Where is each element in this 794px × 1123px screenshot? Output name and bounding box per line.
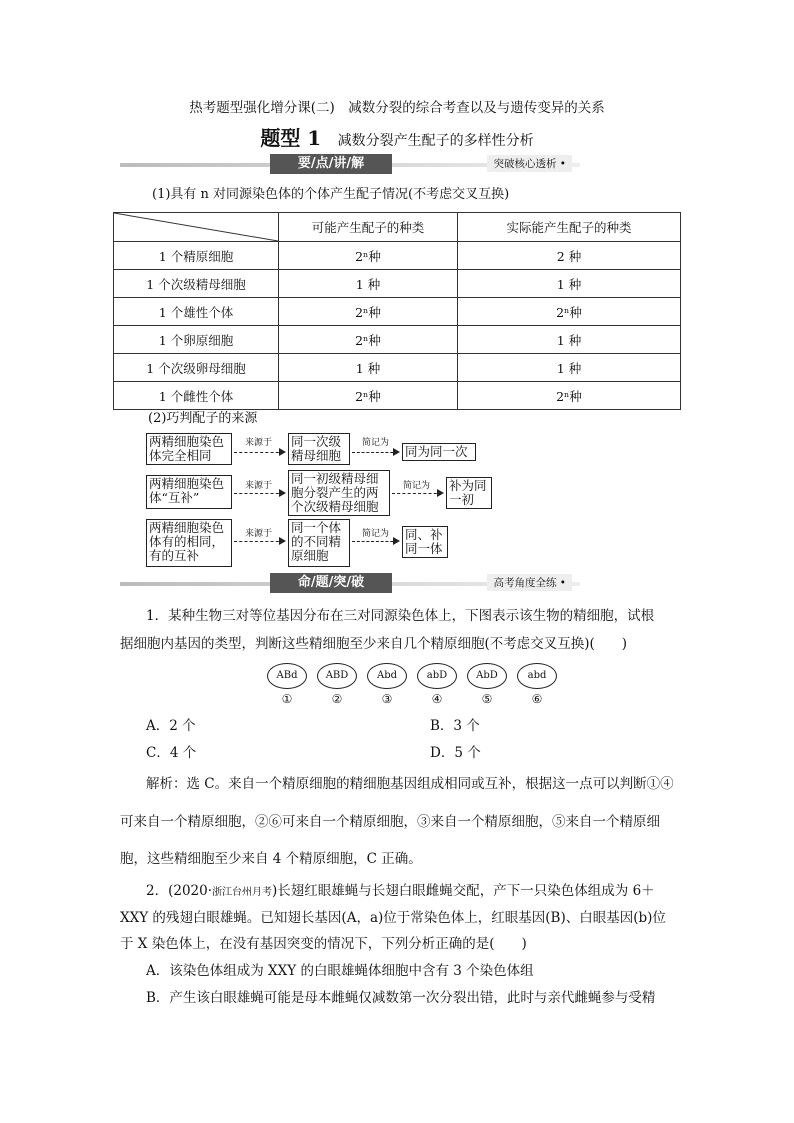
type-label: 题型 1 [260,126,322,150]
q1-stem-line2: 据细胞内基因的类型，判断这些精细胞至少来自几个精原细胞(不考虑交叉互换)( ) [120,636,628,652]
cell-ellipse: ABd [267,663,307,689]
table-cell: 1 种 [458,326,681,354]
banner-right-text: 突破核心透析 • [487,155,572,172]
banner-problem-solving [120,573,580,593]
flow-arrow-label: 简记为 [362,529,390,539]
table-cell: 1 种 [458,270,681,298]
corner-cell [114,213,279,242]
table-cell: 1 个次级精母细胞 [114,270,279,298]
flow-arrow-label: 来源于 [245,529,273,539]
q1-option-a: A．2 个 [146,718,196,734]
cell-number: ③ [381,692,393,706]
flow-end-box: 同为同一次 [402,443,476,461]
cell-number: ⑤ [481,692,493,706]
flow-start-box: 两精细胞染色体有的相同，有的互补 [146,519,232,567]
q2-option-a: A．该染色体组成为 XXY 的白眼雄蝇体细胞中含有 3 个染色体组 [146,963,534,979]
cell-number: ② [331,692,343,706]
cell-ellipse: ABD [317,663,357,689]
section2-intro: (2)巧判配子的来源 [148,411,258,426]
q1-analysis-line2: 可来自一个精原细胞，②⑥可来自一个精原细胞，③来自一个精原细胞，⑤来自一个精原细 [120,814,660,830]
table-row [114,382,681,410]
table-cell: 2ⁿ种 [279,326,458,354]
table-cell: 1 种 [458,354,681,382]
flow-arrow-label: 来源于 [245,481,273,491]
flow-arrow [234,541,284,542]
flow-arrow [392,493,442,494]
cell-number: ① [281,692,293,706]
table-cell: 1 个雄性个体 [114,298,279,326]
banner-key-points [120,154,580,174]
q1-option-d: D．5 个 [430,745,481,761]
table-header-row [114,213,681,242]
banner-label: 要/点/讲/解 [270,154,392,174]
flow-arrow [352,541,398,542]
q2-stem-line3: 于 X 染色体上，在没有基因突变的情况下，下列分析正确的是( ) [120,936,527,952]
q2-source: 浙江台州月考 [212,887,273,898]
table-header: 实际能产生配子的种类 [458,213,681,242]
q1-analysis-line1: 解析：选 C。来自一个精原细胞的精细胞基因组成相同或互补，根据这一点可以判断①④ [146,776,674,792]
table-cell: 2 种 [458,242,681,270]
table-row [114,242,681,270]
flow-arrow-label: 简记为 [362,438,390,448]
banner-label: 命/题/突/破 [270,573,392,593]
flow-arrow-label: 来源于 [245,438,273,448]
table-cell: 1 个卵原细胞 [114,326,279,354]
table-cell: 1 个雌性个体 [114,382,279,410]
flow-start-box: 两精细胞染色体完全相同 [146,433,232,465]
table-cell: 2ⁿ种 [279,298,458,326]
table-cell: 1 种 [279,354,458,382]
type-title: 减数分裂产生配子的多样性分析 [337,133,534,149]
table-row [114,298,681,326]
flow-middle-box: 同一次级精母细胞 [288,433,350,465]
cell-number: ⑥ [531,692,543,706]
cell-ellipse: Abd [367,663,407,689]
cell-number: ④ [431,692,443,706]
flow-arrow [234,493,284,494]
table-cell: 1 种 [279,270,458,298]
table-cell: 1 个精原细胞 [114,242,279,270]
q1-analysis-line3: 胞，这些精细胞至少来自 4 个精原细胞，C 正确。 [120,851,422,867]
gamete-table [113,212,681,410]
flow-arrow [352,452,398,453]
flow-start-box: 两精细胞染色体“互补” [146,475,232,509]
cell-ellipse: abd [517,663,557,689]
q2-number: 2．(2020· [146,883,213,899]
flow-end-box: 补为同一初 [446,477,492,509]
page-header-title: 热考题型强化增分课(二) 减数分裂的综合考查以及与遗传变异的关系 [189,100,605,116]
cell-ellipse: abD [417,663,457,689]
table-cell: 2ⁿ种 [458,298,681,326]
q2-option-b: B．产生该白眼雄蝇可能是母本雌蝇仅减数第一次分裂出错，此时与亲代雌蝇参与受精 [146,990,656,1006]
q1-stem-line1: 1．某种生物三对等位基因分布在三对同源染色体上，下图表示该生物的精细胞，试根 [146,608,655,624]
table-row [114,326,681,354]
q2-stem-line1 [146,879,655,899]
cell-ellipse: AbD [467,663,507,689]
banner-right-text: 高考角度全练 • [487,574,572,591]
table-cell: 2ⁿ种 [279,382,458,410]
table-cell: 1 个次级卵母细胞 [114,354,279,382]
section1-intro: (1)具有 n 对同源染色体的个体产生配子情况(不考虑交叉互换) [152,187,510,202]
flow-arrow [234,452,284,453]
section-heading [0,122,794,151]
table-cell: 2ⁿ种 [458,382,681,410]
flow-middle-box: 同一个体的不同精原细胞 [288,519,350,567]
table-header: 可能产生配子的种类 [279,213,458,242]
table-row [114,270,681,298]
q1-option-c: C．4 个 [146,745,197,761]
flow-middle-box: 同一初级精母细胞分裂产生的两个次级精母细胞 [288,470,390,516]
table-cell: 2ⁿ种 [279,242,458,270]
q1-option-b: B．3 个 [430,718,480,734]
table-row [114,354,681,382]
q2-stem-text: )长翅红眼雄蝇与长翅白眼雌蝇交配，产下一只染色体组成为 6＋ [272,883,655,899]
flow-arrow-label: 简记为 [403,481,431,491]
q2-stem-line2: XXY 的残翅白眼雄蝇。已知翅长基因(A，a)位于常染色体上，红眼基因(B)、白眼基因(b)位 [120,910,666,926]
flow-end-box: 同、补同一体 [402,526,448,558]
